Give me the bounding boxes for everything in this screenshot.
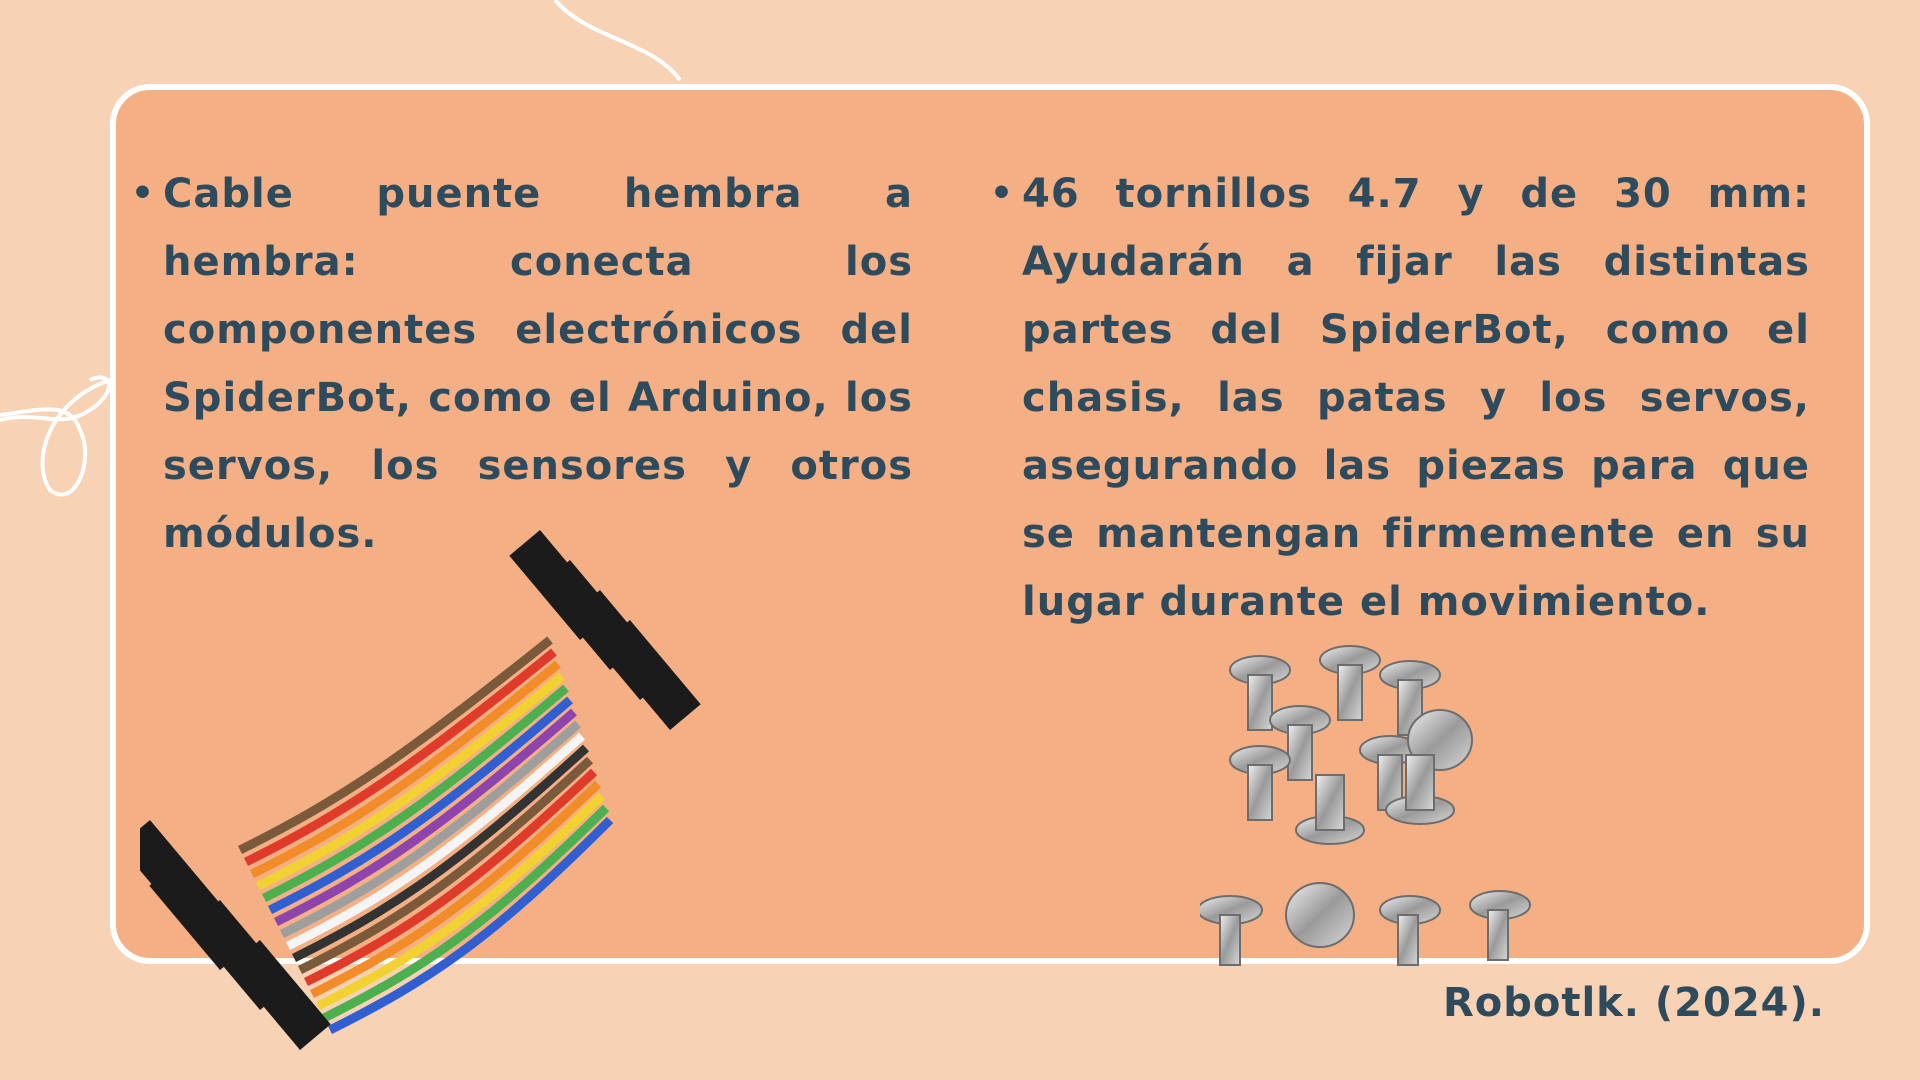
- screws-image: [1200, 630, 1600, 990]
- screw-row: [1200, 883, 1530, 965]
- cables-description: Cable puente hembra a hembra: conecta los componentes electrónicos del SpiderBot, como el Arduino, los servos, los sensores y otros módulos.: [163, 171, 913, 557]
- decorative-curve-top: [555, 0, 680, 80]
- bullet-item-screws: [990, 160, 1810, 636]
- bullet-item-cables: [131, 160, 913, 568]
- decorative-loop-left: [0, 377, 110, 494]
- screws-description: 46 tornillos 4.7 y de 30 mm: Ayudarán a fijar las distintas partes del SpiderBot, como el chasis, las patas y los servos, asegurando las piezas para que se mantengan firmemente en su lugar durante el movimiento.: [1022, 171, 1810, 625]
- jumper-cables-image: [140, 520, 760, 1060]
- bullet-marker: •: [131, 173, 156, 214]
- cable-wires: [240, 640, 610, 1030]
- bullet-marker: •: [990, 173, 1015, 214]
- screw-pile: [1230, 646, 1472, 844]
- image-credit: Robotlk. (2024).: [1442, 980, 1825, 1026]
